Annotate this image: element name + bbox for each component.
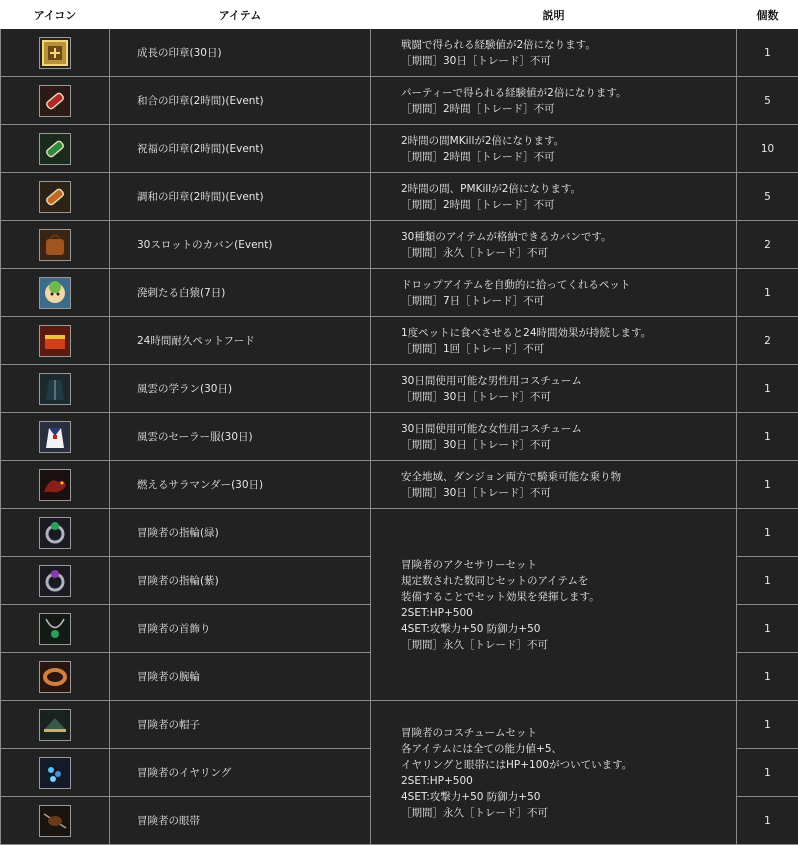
item-name: 燃えるサラマンダー(30日) <box>110 461 371 509</box>
item-count: 1 <box>737 29 798 77</box>
icon-cell <box>1 77 110 125</box>
table-row <box>1 269 798 317</box>
salamander-icon <box>39 469 71 501</box>
item-name: 風雲の学ラン(30日) <box>110 365 371 413</box>
description-line: 2SET:HP+500 <box>401 773 736 789</box>
table-row <box>1 29 798 77</box>
item-description <box>371 173 737 221</box>
description-line: ［期間］2時間［トレード］不可 <box>401 197 736 213</box>
icon-cell <box>1 365 110 413</box>
description-line: 4SET:攻撃力+50 防御力+50 <box>401 621 736 637</box>
hat-icon <box>39 709 71 741</box>
icon-cell <box>1 221 110 269</box>
bag-icon <box>39 229 71 261</box>
description-line: ［期間］永久［トレード］不可 <box>401 805 736 821</box>
table-row <box>1 509 798 557</box>
ring-green-icon <box>39 517 71 549</box>
description-line: ［期間］永久［トレード］不可 <box>401 637 736 653</box>
item-name: 冒険者の眼帯 <box>110 797 371 845</box>
seal-book-icon <box>39 37 71 69</box>
monkey-pet-icon <box>39 277 71 309</box>
description-line: ドロップアイテムを自動的に拾ってくれるペット <box>401 277 736 293</box>
item-description <box>371 77 737 125</box>
table-row <box>1 701 798 749</box>
item-name: 溌剌たる白猿(7日) <box>110 269 371 317</box>
description-line: ［期間］1回［トレード］不可 <box>401 341 736 357</box>
item-table-body <box>1 29 798 845</box>
icon-cell <box>1 605 110 653</box>
item-name: 冒険者のイヤリング <box>110 749 371 797</box>
header-item: アイテム <box>110 1 371 29</box>
description-line: 30日間使用可能な女性用コスチューム <box>401 421 736 437</box>
description-line: 1度ペットに食べさせると24時間効果が持続します。 <box>401 325 736 341</box>
icon-cell <box>1 461 110 509</box>
icon-cell <box>1 29 110 77</box>
item-description <box>371 221 737 269</box>
table-row <box>1 125 798 173</box>
item-name: 祝福の印章(2時間)(Event) <box>110 125 371 173</box>
description-line: ［期間］永久［トレード］不可 <box>401 245 736 261</box>
description-line: 2時間の間MKillが2倍になります。 <box>401 133 736 149</box>
description-line: 冒険者のコスチュームセット <box>401 725 736 741</box>
description-line: 2SET:HP+500 <box>401 605 736 621</box>
bracelet-icon <box>39 661 71 693</box>
item-name: 成長の印章(30日) <box>110 29 371 77</box>
item-count: 1 <box>737 461 798 509</box>
item-count: 1 <box>737 365 798 413</box>
item-description <box>371 29 737 77</box>
item-name: 冒険者の指輪(紫) <box>110 557 371 605</box>
item-description <box>371 269 737 317</box>
item-description <box>371 413 737 461</box>
description-line: 30日間使用可能な男性用コスチューム <box>401 373 736 389</box>
item-name: 冒険者の腕輪 <box>110 653 371 701</box>
icon-cell <box>1 701 110 749</box>
item-name: 30スロットのカバン(Event) <box>110 221 371 269</box>
description-line: 装備することでセット効果を発揮します。 <box>401 589 736 605</box>
item-count: 1 <box>737 509 798 557</box>
description-line: パーティーで得られる経験値が2倍になります。 <box>401 85 736 101</box>
description-line: 戦闘で得られる経験値が2倍になります。 <box>401 37 736 53</box>
description-line: 各アイテムには全ての能力値+5、 <box>401 741 736 757</box>
table-row <box>1 317 798 365</box>
table-row <box>1 221 798 269</box>
item-count: 1 <box>737 797 798 845</box>
item-count: 1 <box>737 269 798 317</box>
item-count: 2 <box>737 221 798 269</box>
item-count: 1 <box>737 557 798 605</box>
table-row <box>1 461 798 509</box>
description-line: ［期間］30日［トレード］不可 <box>401 485 736 501</box>
icon-cell <box>1 173 110 221</box>
table-row <box>1 413 798 461</box>
seal-scroll-green-icon <box>39 133 71 165</box>
description-line: 規定数された数同じセットのアイテムを <box>401 573 736 589</box>
description-line: ［期間］30日［トレード］不可 <box>401 53 736 69</box>
item-name: 24時間耐久ペットフード <box>110 317 371 365</box>
icon-cell <box>1 125 110 173</box>
item-name: 風雲のセーラー服(30日) <box>110 413 371 461</box>
description-line: 冒険者のアクセサリーセット <box>401 557 736 573</box>
table-row <box>1 173 798 221</box>
item-name: 冒険者の首飾り <box>110 605 371 653</box>
seal-scroll-orange-icon <box>39 181 71 213</box>
icon-cell <box>1 413 110 461</box>
header-row <box>1 1 798 29</box>
description-line: 4SET:攻撃力+50 防御力+50 <box>401 789 736 805</box>
ring-purple-icon <box>39 565 71 597</box>
icon-cell <box>1 557 110 605</box>
description-line: 30種類のアイテムが格納できるカバンです。 <box>401 229 736 245</box>
item-description <box>371 317 737 365</box>
pet-food-icon <box>39 325 71 357</box>
item-name: 冒険者の指輪(緑) <box>110 509 371 557</box>
item-count: 10 <box>737 125 798 173</box>
icon-cell <box>1 317 110 365</box>
icon-cell <box>1 749 110 797</box>
description-line: 安全地域、ダンジョン両方で騎乗可能な乗り物 <box>401 469 736 485</box>
item-count: 1 <box>737 605 798 653</box>
earring-icon <box>39 757 71 789</box>
description-line: ［期間］2時間［トレード］不可 <box>401 149 736 165</box>
item-count: 5 <box>737 77 798 125</box>
description-line: ［期間］30日［トレード］不可 <box>401 389 736 405</box>
item-description <box>371 509 737 701</box>
header-desc: 説明 <box>371 1 737 29</box>
male-uniform-icon <box>39 373 71 405</box>
item-count: 1 <box>737 749 798 797</box>
eyepatch-icon <box>39 805 71 837</box>
item-name: 和合の印章(2時間)(Event) <box>110 77 371 125</box>
header-icon: アイコン <box>1 1 110 29</box>
icon-cell <box>1 797 110 845</box>
description-line: ［期間］2時間［トレード］不可 <box>401 101 736 117</box>
item-count: 5 <box>737 173 798 221</box>
item-description <box>371 125 737 173</box>
item-description <box>371 461 737 509</box>
table-row <box>1 77 798 125</box>
icon-cell <box>1 269 110 317</box>
item-count: 2 <box>737 317 798 365</box>
icon-cell <box>1 653 110 701</box>
seal-scroll-red-icon <box>39 85 71 117</box>
item-description <box>371 365 737 413</box>
sailor-uniform-icon <box>39 421 71 453</box>
description-line: 2時間の間、PMKillが2倍になります。 <box>401 181 736 197</box>
necklace-icon <box>39 613 71 645</box>
item-count: 1 <box>737 653 798 701</box>
description-line: ［期間］7日［トレード］不可 <box>401 293 736 309</box>
item-count: 1 <box>737 413 798 461</box>
item-count: 1 <box>737 701 798 749</box>
description-line: イヤリングと眼帯にはHP+100がついています。 <box>401 757 736 773</box>
header-count: 個数 <box>737 1 798 29</box>
table-row <box>1 365 798 413</box>
item-description <box>371 701 737 845</box>
item-name: 調和の印章(2時間)(Event) <box>110 173 371 221</box>
icon-cell <box>1 509 110 557</box>
item-name: 冒険者の帽子 <box>110 701 371 749</box>
description-line: ［期間］30日［トレード］不可 <box>401 437 736 453</box>
